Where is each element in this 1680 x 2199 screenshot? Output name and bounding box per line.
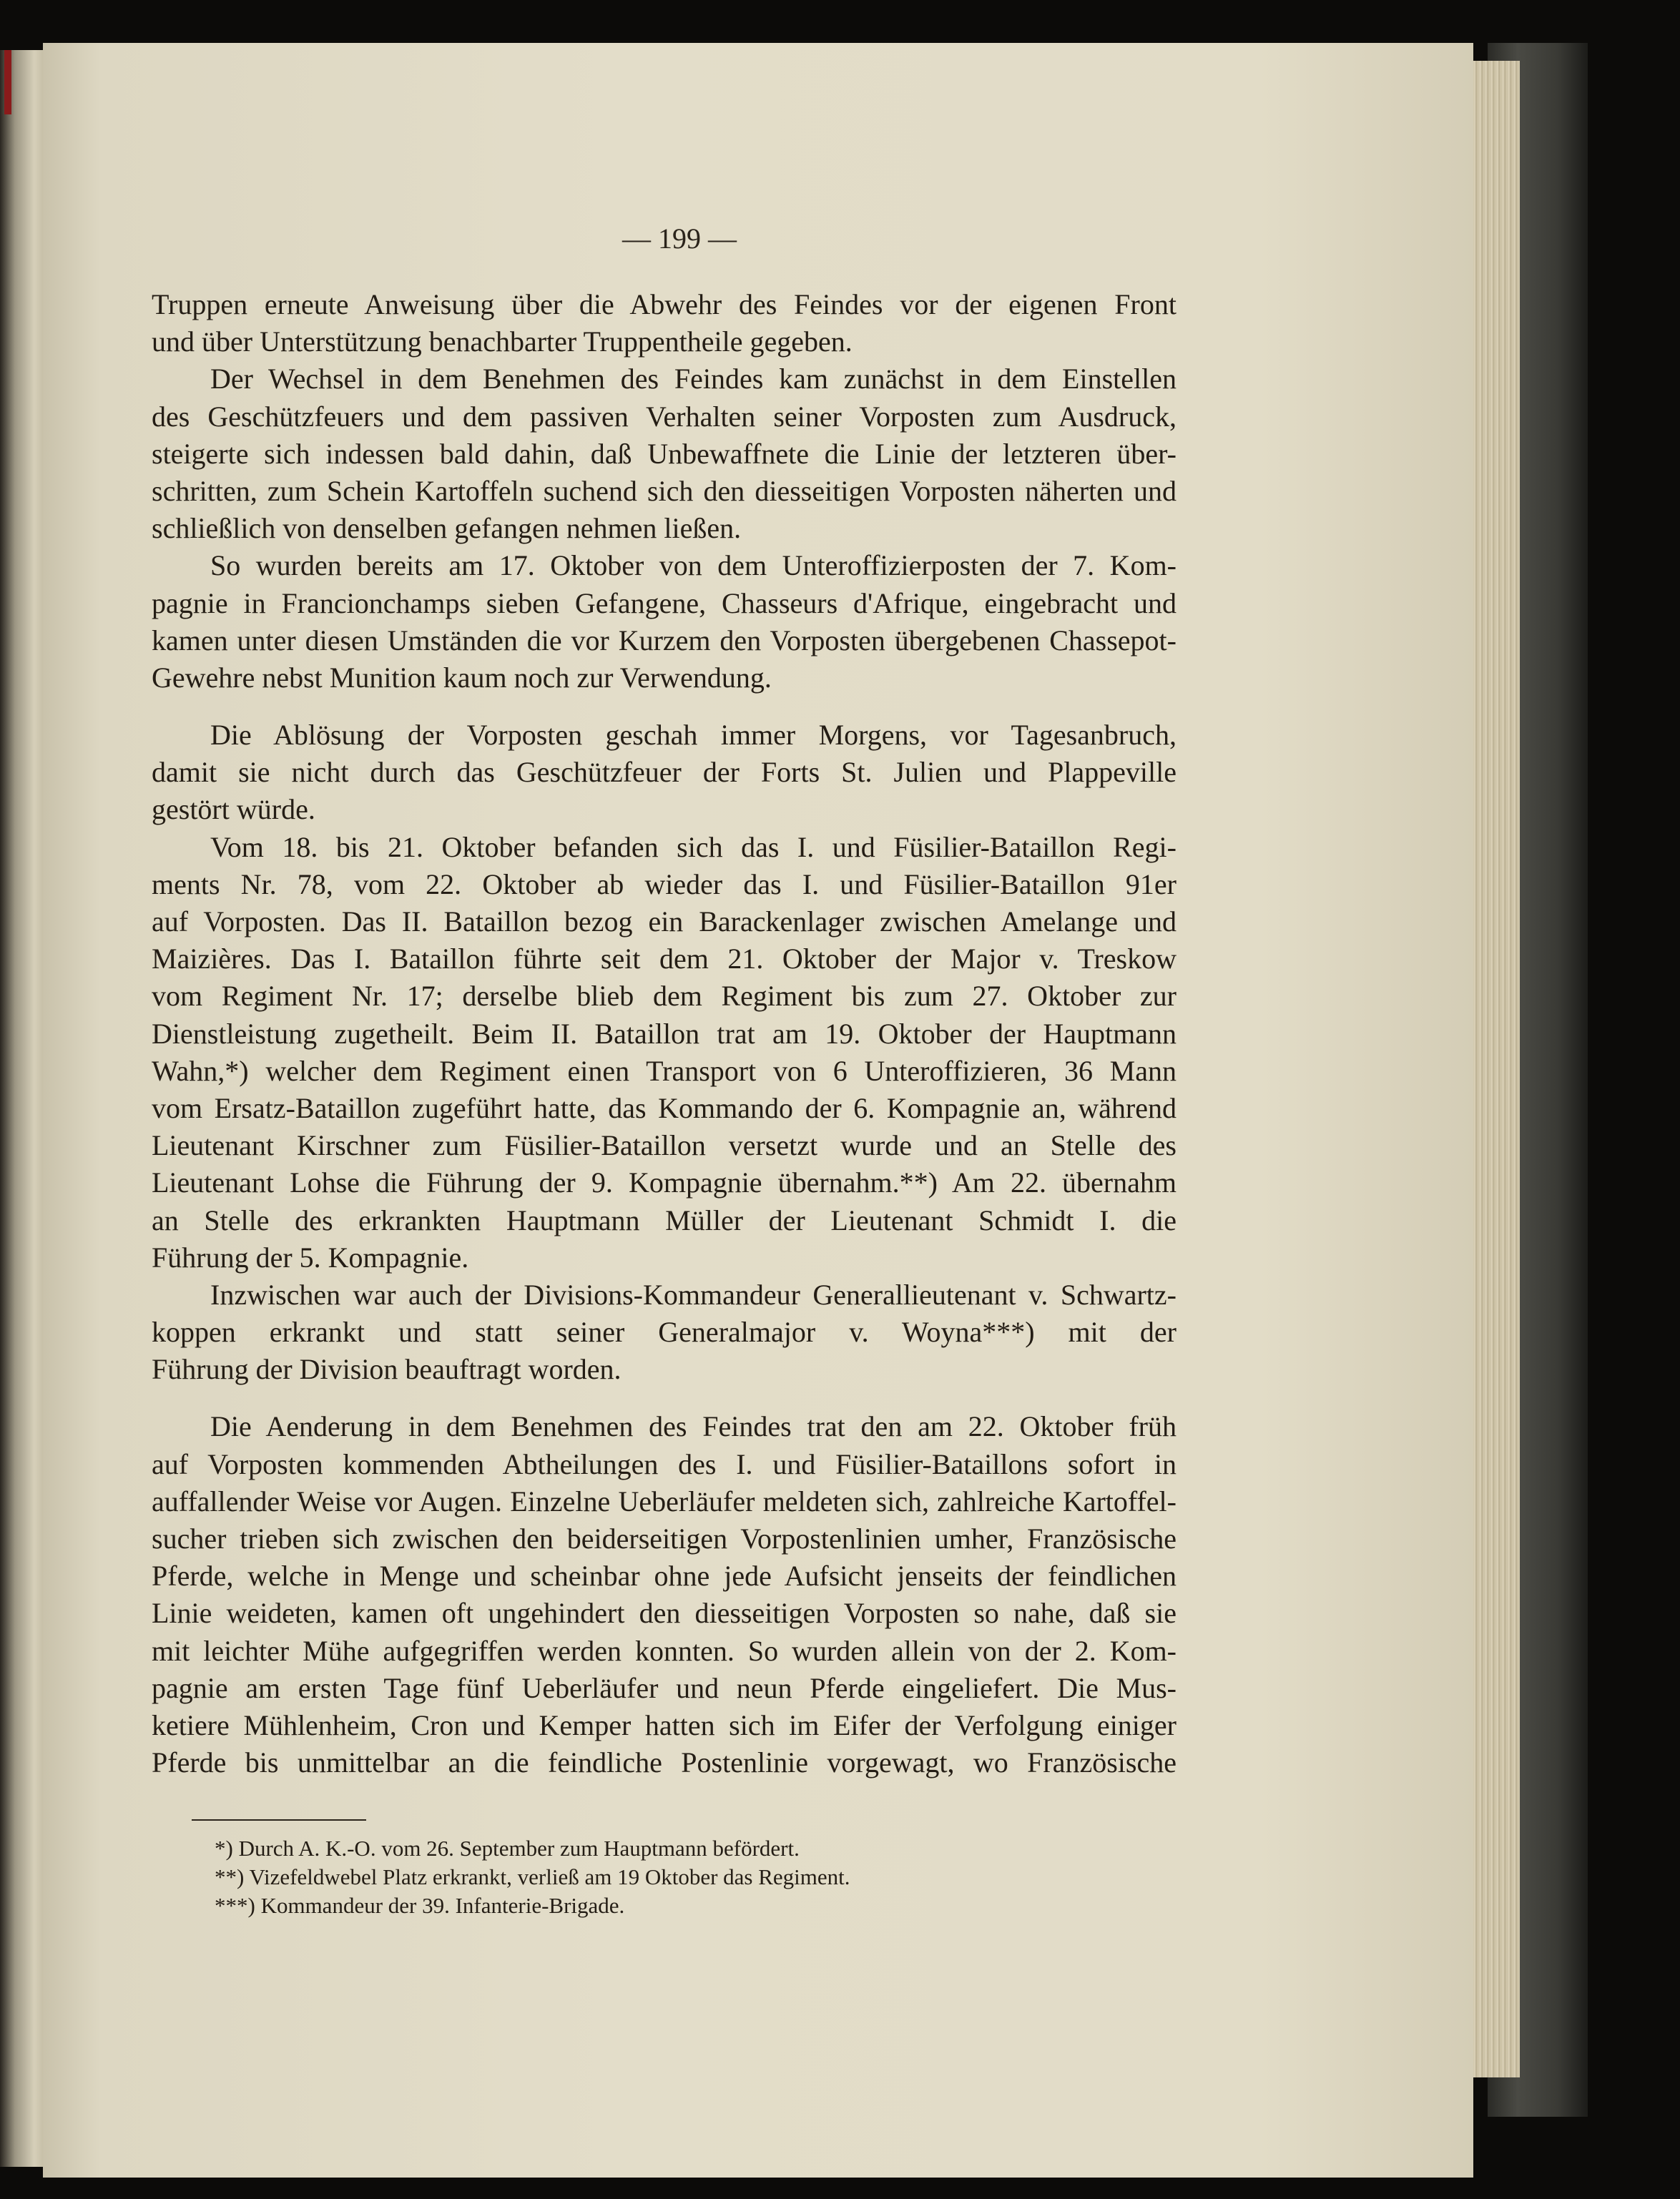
text-line: sucher trieben sich zwischen den beiderseitigen Vorpostenlinien umher, Französische (152, 1522, 1177, 1555)
text-line: steigerte sich indessen bald dahin, daß Unbewaffnete die Linie der letzteren über- (152, 437, 1177, 470)
text-line: Pferde, welche in Menge und scheinbar ohne jede Aufsicht jenseits der feindlichen (152, 1560, 1177, 1593)
footnote: ***) Kommandeur der 39. Infanterie-Brigade. (215, 1893, 625, 1918)
body-text (152, 286, 1177, 1781)
text-line: Lieutenant Kirschner zum Füsilier-Bataillon versetzt wurde und an Stelle des (152, 1129, 1177, 1162)
text-line: Gewehre nebst Munition kaum noch zur Verwendung. (152, 661, 772, 694)
text-line: Linie weideten, kamen oft ungehindert den diesseitigen Vorposten so nahe, daß sie (152, 1597, 1177, 1630)
text-line: mit leichter Mühe aufgegriffen werden konnten. So wurden allein von der 2. Kom- (152, 1634, 1177, 1667)
text-line: des Geschützfeuers und dem passiven Verhalten seiner Vorposten zum Ausdruck, (152, 400, 1177, 433)
text-line: schließlich von denselben gefangen nehmen ließen. (152, 512, 742, 545)
text-line: damit sie nicht durch das Geschützfeuer der Forts St. Julien und Plappeville (152, 756, 1177, 789)
footnote-rule (192, 1819, 366, 1821)
text-line: an Stelle des erkrankten Hauptmann Müller der Lieutenant Schmidt I. die (152, 1204, 1177, 1236)
text-line: Vom 18. bis 21. Oktober befanden sich das I. und Füsilier-Bataillon Regi- (210, 830, 1177, 863)
footnotes (215, 1834, 1073, 1920)
footnote: *) Durch A. K.-O. vom 26. September zum Hauptmann befördert. (215, 1836, 800, 1861)
text-line: kamen unter diesen Umständen die vor Kurzem den Vorposten übergebenen Chassepot- (152, 624, 1177, 656)
left-page-edge (0, 50, 43, 2167)
text-line: auffallender Weise vor Augen. Einzelne Ueberläufer meldeten sich, zahlreiche Kartoffel- (152, 1485, 1177, 1517)
text-line: Führung der Division beauftragt worden. (152, 1353, 622, 1386)
text-line: Dienstleistung zugetheilt. Beim II. Bataillon trat am 19. Oktober der Hauptmann (152, 1017, 1177, 1050)
text-line: vom Ersatz-Bataillon zugeführt hatte, das Kommando der 6. Kompagnie an, während (152, 1091, 1177, 1124)
page-number: — 199 — (622, 222, 737, 255)
text-line: pagnie am ersten Tage fünf Ueberläufer und neun Pferde eingeliefert. Die Mus- (152, 1671, 1177, 1704)
text-line: und über Unterstützung benachbarter Truppentheile gegeben. (152, 325, 853, 358)
text-line: gestört würde. (152, 793, 315, 826)
text-line: ketiere Mühlenheim, Cron und Kemper hatten sich im Eifer der Verfolgung einiger (152, 1708, 1177, 1741)
text-line: pagnie in Francionchamps sieben Gefangene, Chasseurs d'Afrique, eingebracht und (152, 586, 1177, 619)
paragraph-gap (152, 1388, 1177, 1408)
text-line: Truppen erneute Anweisung über die Abwehr des Feindes vor der eigenen Front (152, 288, 1177, 320)
text-line: Führung der 5. Kompagnie. (152, 1241, 469, 1274)
text-line: So wurden bereits am 17. Oktober von dem Unteroffizierposten der 7. Kom- (210, 549, 1177, 582)
text-line: Die Ablösung der Vorposten geschah immer Morgens, vor Tagesanbruch, (210, 719, 1177, 752)
text-line: Pferde bis unmittelbar an die feindliche Postenlinie vorgewagt, wo Französische (152, 1746, 1177, 1779)
text-line: Lieutenant Lohse die Führung der 9. Kompagnie übernahm.**) Am 22. übernahm (152, 1166, 1177, 1199)
text-line: Inzwischen war auch der Divisions-Kommandeur Generallieutenant v. Schwartz- (210, 1278, 1177, 1311)
text-line: vom Regiment Nr. 17; derselbe blieb dem Regiment bis zum 27. Oktober zur (152, 980, 1177, 1013)
text-line: Wahn,*) welcher dem Regiment einen Transport von 6 Unteroffizieren, 36 Mann (152, 1054, 1177, 1087)
text-line: Die Aenderung in dem Benehmen des Feindes trat den am 22. Oktober früh (210, 1410, 1177, 1443)
text-line: Der Wechsel in dem Benehmen des Feindes kam zunächst in dem Einstellen (210, 363, 1177, 395)
text-line: auf Vorposten. Das II. Bataillon bezog ein Barackenlager zwischen Amelange und (152, 905, 1177, 938)
text-line: Maizières. Das I. Bataillon führte seit dem 21. Oktober der Major v. Treskow (152, 943, 1177, 975)
paragraph-gap (152, 697, 1177, 717)
text-line: schritten, zum Schein Kartoffeln suchend sich den diesseitigen Vorposten näherten und (152, 474, 1177, 507)
text-line: auf Vorposten kommenden Abtheilungen des I. und Füsilier-Bataillons sofort in (152, 1447, 1177, 1480)
footnote: **) Vizefeldwebel Platz erkrankt, verließ am 19 Oktober das Regiment. (215, 1864, 850, 1889)
text-line: ments Nr. 78, vom 22. Oktober ab wieder das I. und Füsilier-Bataillon 91er (152, 867, 1177, 900)
text-line: koppen erkrankt und statt seiner Generalmajor v. Woyna***) mit der (152, 1316, 1177, 1349)
